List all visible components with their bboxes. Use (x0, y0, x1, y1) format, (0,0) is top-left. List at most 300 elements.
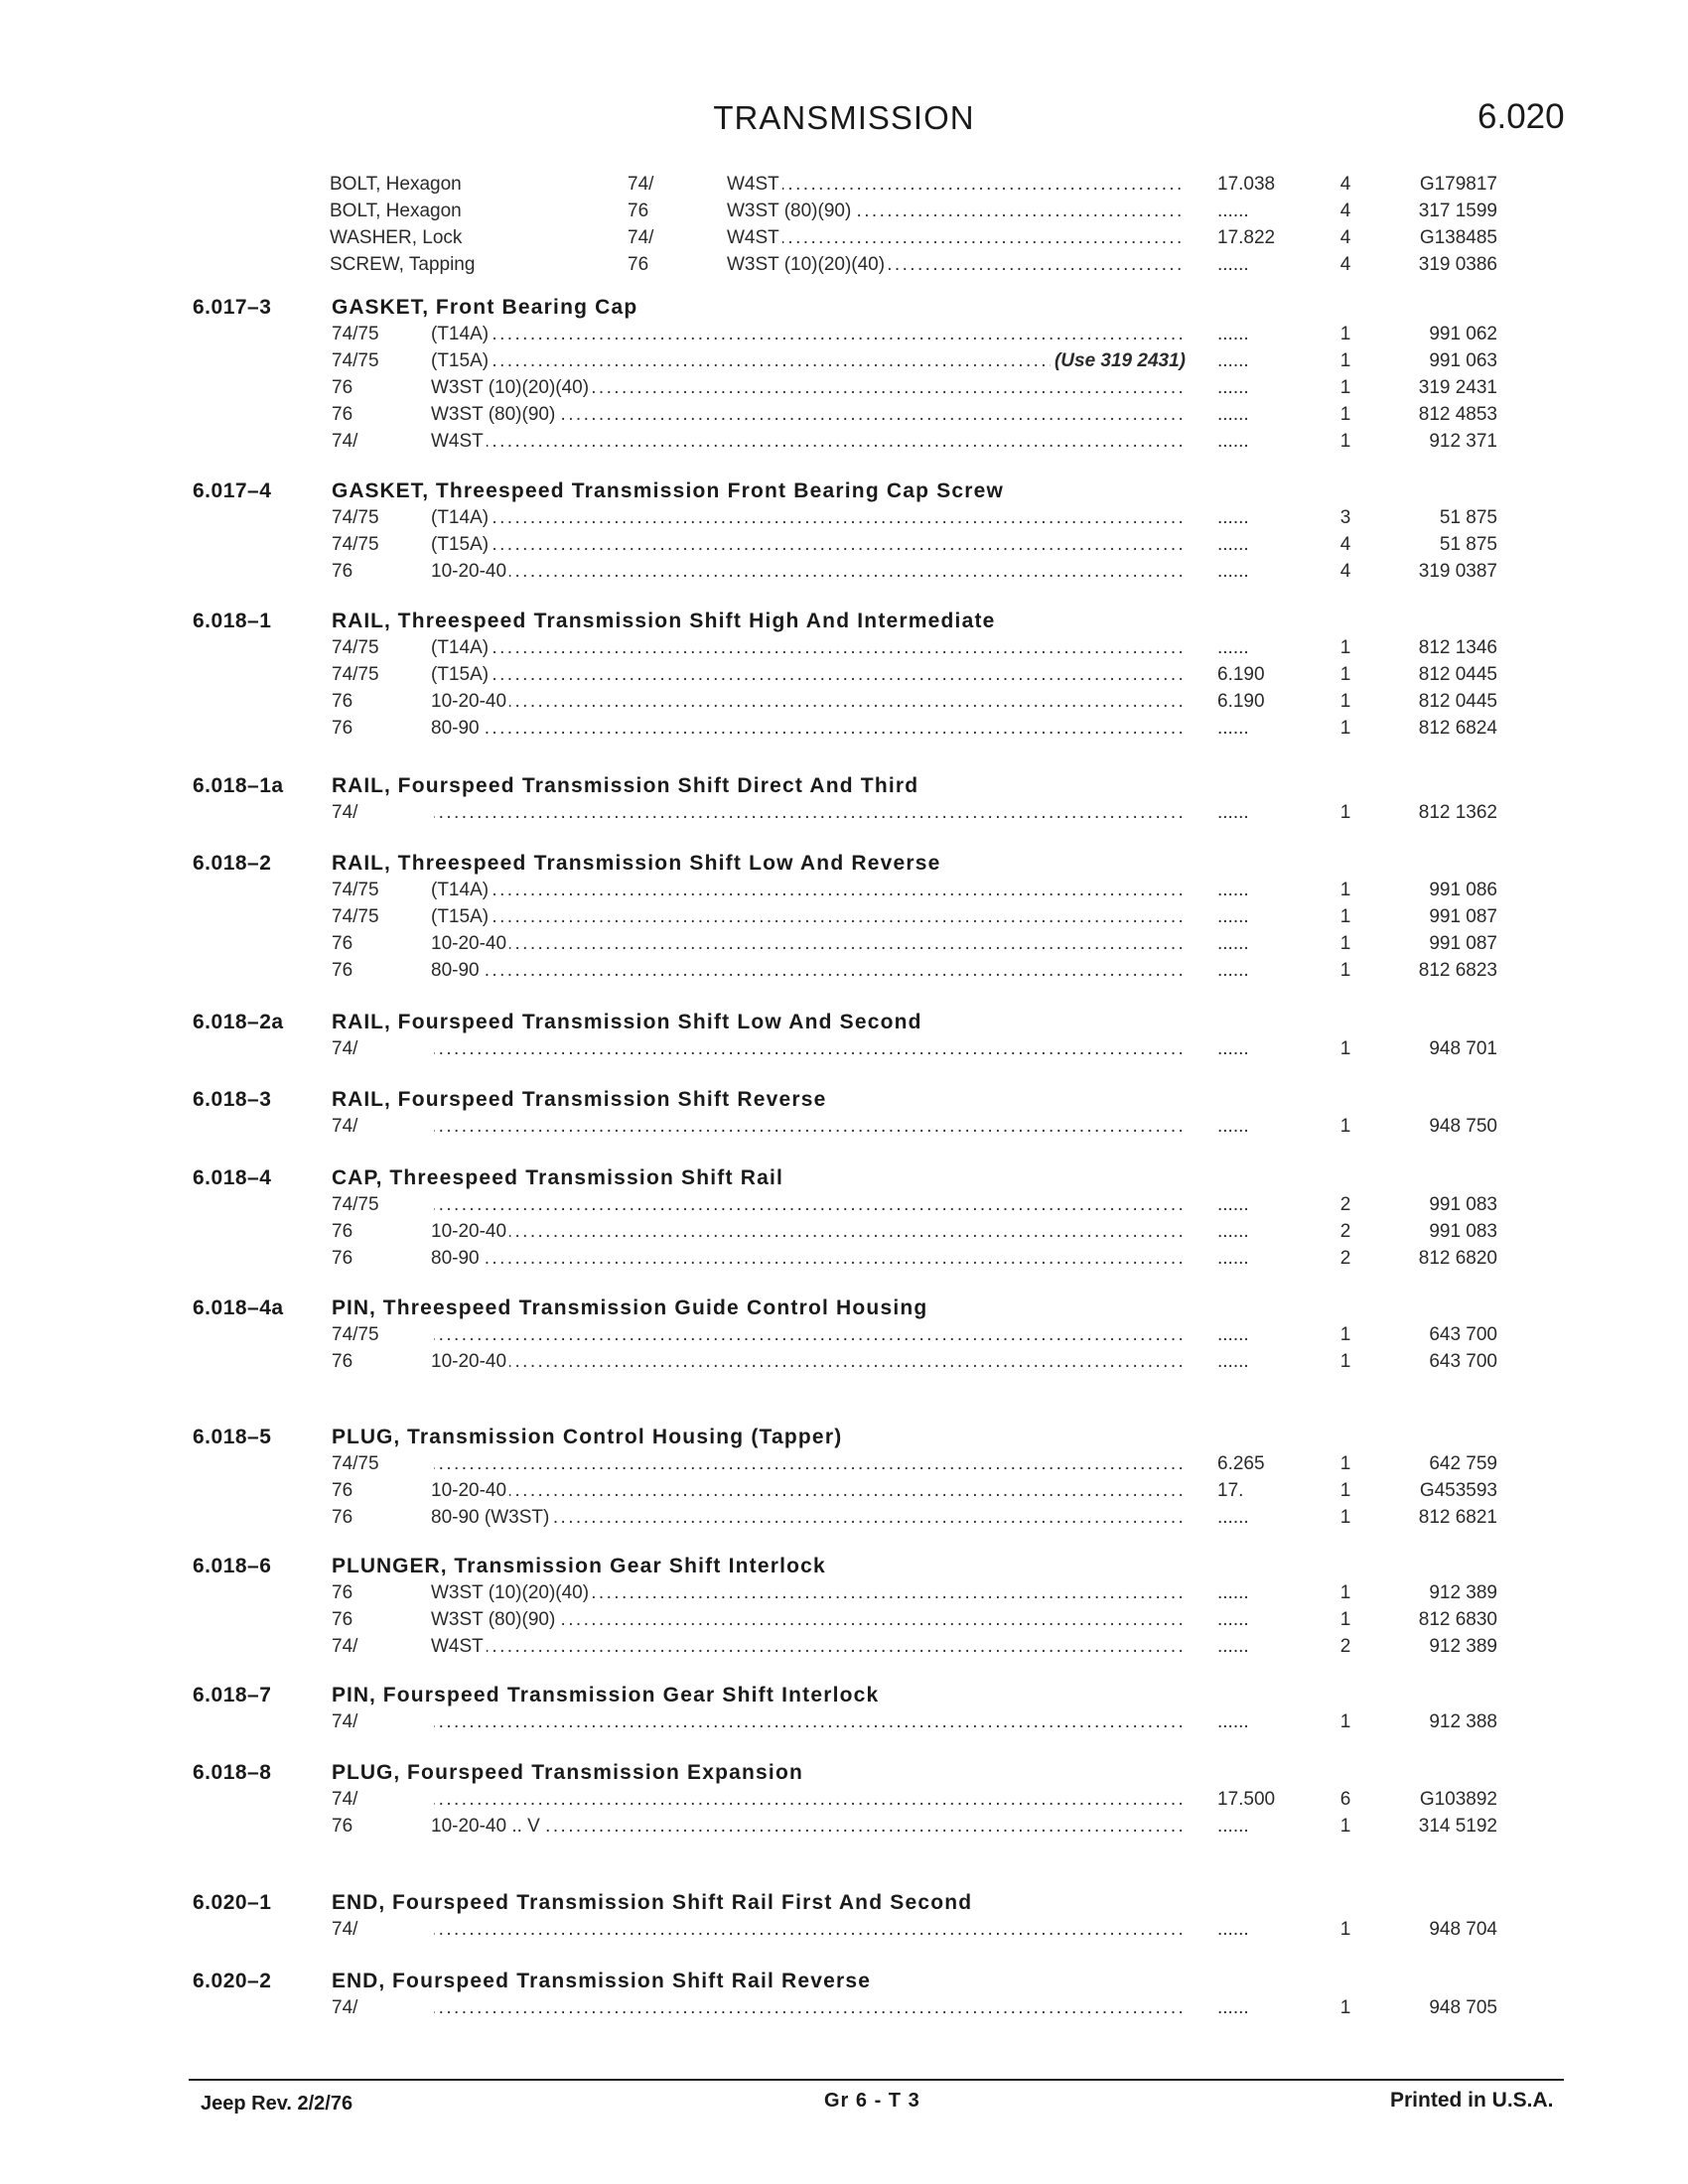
group-number: 6.018–5 (193, 1426, 272, 1448)
group-title: PIN (332, 1684, 370, 1706)
model-year: 74/ (332, 1116, 358, 1137)
part-number: 812 6824 (1418, 718, 1497, 739)
part-name: SCREW, Tapping (330, 254, 476, 275)
model-year: 76 (332, 1582, 353, 1603)
table-row (0, 880, 1688, 905)
model-year: 74/ (628, 227, 654, 248)
quantity: 1 (1339, 1816, 1351, 1837)
quantity: 1 (1339, 664, 1351, 685)
group-title: PLUG (332, 1761, 394, 1784)
reference: ...... (1217, 637, 1249, 658)
part-number: 642 759 (1429, 1453, 1497, 1474)
description: W4ST ..... (727, 174, 1184, 196)
group-heading: PLUNGER, Transmission Gear Shift Interlock (332, 1555, 826, 1577)
quantity: 1 (1339, 324, 1351, 344)
reference: ...... (1217, 906, 1249, 927)
group-description: Threespeed Transmission Guide Control Housing (382, 1297, 928, 1319)
model-year: 76 (332, 691, 353, 712)
model-year: 76 (332, 1221, 353, 1242)
description: W4ST ..... (431, 431, 1186, 453)
description (431, 1324, 1186, 1346)
description: 80-90 ..... (431, 960, 1186, 982)
reference: ...... (1217, 802, 1249, 823)
table-row (0, 1636, 1688, 1662)
part-number: 643 700 (1429, 1324, 1497, 1345)
model-year: 74/75 (332, 350, 379, 371)
description (431, 1194, 1186, 1216)
part-number: 812 0445 (1418, 691, 1497, 712)
quantity: 1 (1339, 431, 1351, 452)
model-year: 76 (332, 561, 353, 582)
model-year: 74/ (332, 1711, 358, 1732)
group-description: Fourspeed Transmission Shift Reverse (397, 1088, 827, 1111)
reference: 17. (1217, 1480, 1244, 1501)
group-heading: RAIL, Fourspeed Transmission Shift Low And Second (332, 1011, 922, 1033)
quantity: 4 (1339, 174, 1351, 195)
table-row (0, 350, 1688, 376)
reference: ...... (1217, 1221, 1249, 1242)
footer-right: Printed in U.S.A. (1390, 2089, 1554, 2112)
table-row (0, 1324, 1688, 1350)
reference: ...... (1217, 201, 1249, 221)
quantity: 1 (1339, 906, 1351, 927)
quantity: 1 (1339, 1324, 1351, 1345)
group-heading: RAIL, Fourspeed Transmission Shift Reverse (332, 1088, 827, 1111)
model-year: 76 (628, 201, 649, 221)
group-title: GASKET (332, 296, 423, 319)
group-heading: RAIL, Threespeed Transmission Shift Low And Reverse (332, 852, 941, 875)
model-year: 74/75 (332, 507, 379, 528)
part-number: 912 371 (1429, 431, 1497, 452)
group-heading: RAIL, Threespeed Transmission Shift High And Intermediate (332, 610, 996, 632)
group-title: GASKET (332, 479, 423, 502)
table-row (0, 507, 1688, 533)
group-number: 6.018–2a (193, 1011, 284, 1033)
model-year: 74/ (332, 802, 358, 823)
quantity: 1 (1339, 1351, 1351, 1372)
table-row (0, 254, 1688, 280)
description: 80-90 (W3ST) ..... (431, 1507, 1186, 1529)
group-description: Transmission Control Housing (Tapper) (407, 1426, 843, 1448)
part-number: 991 087 (1429, 933, 1497, 954)
description: W3ST (10)(20)(40) ..... (727, 254, 1184, 276)
reference: ...... (1217, 933, 1249, 954)
reference: ...... (1217, 1816, 1249, 1837)
group-title: RAIL (332, 852, 384, 875)
group-description: Threespeed Transmission Shift High And Intermediate (397, 610, 996, 632)
model-year: 74/ (332, 431, 358, 452)
part-number: 319 0387 (1418, 561, 1497, 582)
description: W3ST (80)(90) ..... (431, 404, 1186, 426)
table-row (0, 1582, 1688, 1608)
table-row (0, 431, 1688, 457)
model-year: 76 (332, 1351, 353, 1372)
model-year: 74/75 (332, 1453, 379, 1474)
part-number: 643 700 (1429, 1351, 1497, 1372)
description: 10-20-40 ..... (431, 1221, 1186, 1243)
part-number: 319 2431 (1418, 377, 1497, 398)
group-number: 6.018–8 (193, 1761, 272, 1784)
model-year: 76 (332, 960, 353, 981)
part-number: 812 1362 (1418, 802, 1497, 823)
quantity: 6 (1339, 1789, 1351, 1810)
reference: ...... (1217, 1248, 1249, 1269)
description: (T14A) ..... (431, 324, 1186, 345)
part-number: 991 062 (1429, 324, 1497, 344)
table-row (0, 1194, 1688, 1220)
table-row (0, 174, 1688, 200)
reference: ...... (1217, 880, 1249, 900)
group-heading: END, Fourspeed Transmission Shift Rail First And Second (332, 1891, 973, 1914)
group-description: Fourspeed Transmission Shift Direct And Third (397, 774, 919, 797)
reference: 17.500 (1217, 1789, 1276, 1810)
group-number: 6.017–4 (193, 479, 272, 502)
group-number: 6.018–3 (193, 1088, 272, 1111)
quantity: 1 (1339, 1453, 1351, 1474)
model-year: 76 (332, 1248, 353, 1269)
description: 10-20-40 ..... (431, 1351, 1186, 1373)
table-row (0, 377, 1688, 403)
quantity: 1 (1339, 960, 1351, 981)
description: (T15A) ..... (431, 664, 1186, 686)
description: W4ST ..... (431, 1636, 1186, 1658)
model-year: 74/ (332, 1997, 358, 2018)
part-number: 912 389 (1429, 1636, 1497, 1657)
model-year: 76 (332, 377, 353, 398)
part-number: G138485 (1419, 227, 1497, 248)
table-row (0, 1453, 1688, 1479)
description (431, 1453, 1186, 1475)
reference: ...... (1217, 1636, 1249, 1657)
reference: 17.038 (1217, 174, 1276, 195)
table-row (0, 404, 1688, 430)
model-year: 74/75 (332, 906, 379, 927)
table-row (0, 906, 1688, 932)
quantity: 1 (1339, 350, 1351, 371)
quantity: 4 (1339, 534, 1351, 555)
reference: ...... (1217, 1038, 1249, 1059)
group-number: 6.018–1a (193, 774, 284, 797)
reference: ...... (1217, 324, 1249, 344)
model-year: 74/ (332, 1919, 358, 1940)
part-number: 991 087 (1429, 906, 1497, 927)
description (431, 1919, 1186, 1941)
part-number: 812 6823 (1418, 960, 1497, 981)
group-description: Fourspeed Transmission Shift Low And Second (397, 1011, 922, 1033)
part-number: 991 083 (1429, 1221, 1497, 1242)
model-year: 76 (332, 1480, 353, 1501)
reference: ...... (1217, 1997, 1249, 2018)
model-year: 76 (332, 1609, 353, 1630)
quantity: 1 (1339, 1038, 1351, 1059)
group-description: Front Bearing Cap (435, 296, 638, 319)
part-number: 948 704 (1429, 1919, 1497, 1940)
group-heading: CAP, Threespeed Transmission Shift Rail (332, 1166, 784, 1189)
table-row (0, 691, 1688, 717)
reference: ...... (1217, 350, 1249, 371)
footer-center: Gr 6 - T 3 (824, 2090, 920, 2112)
quantity: 4 (1339, 201, 1351, 221)
group-title: END (332, 1891, 379, 1914)
part-number: 812 6820 (1418, 1248, 1497, 1269)
quantity: 1 (1339, 1582, 1351, 1603)
model-year: 76 (332, 404, 353, 425)
quantity: 4 (1339, 227, 1351, 248)
quantity: 1 (1339, 691, 1351, 712)
description: (T14A) ..... (431, 507, 1186, 529)
group-number: 6.018–4 (193, 1166, 272, 1189)
reference: 17.822 (1217, 227, 1276, 248)
group-number: 6.020–1 (193, 1891, 272, 1914)
reference: ...... (1217, 718, 1249, 739)
description: (T15A) ..... (431, 534, 1186, 556)
quantity: 2 (1339, 1194, 1351, 1215)
model-year: 74/75 (332, 880, 379, 900)
table-row (0, 664, 1688, 690)
model-year: 74/75 (332, 664, 379, 685)
description (431, 1038, 1186, 1060)
part-name: WASHER, Lock (330, 227, 463, 248)
description: (T14A) ..... (431, 880, 1186, 901)
model-year: 74/75 (332, 534, 379, 555)
group-title: END (332, 1970, 379, 1992)
quantity: 2 (1339, 1248, 1351, 1269)
reference: ...... (1217, 1711, 1249, 1732)
description: 10-20-40 ..... (431, 691, 1186, 713)
description (431, 1711, 1186, 1733)
part-number: 812 1346 (1418, 637, 1497, 658)
description (431, 802, 1186, 824)
group-description: Transmission Gear Shift Interlock (454, 1555, 826, 1577)
reference: ...... (1217, 960, 1249, 981)
group-number: 6.020–2 (193, 1970, 272, 1992)
part-name: BOLT, Hexagon (330, 174, 462, 195)
page-title: TRANSMISSION (713, 99, 975, 136)
description: W4ST ..... (727, 227, 1184, 249)
description: W3ST (80)(90) ..... (431, 1609, 1186, 1631)
quantity: 2 (1339, 1221, 1351, 1242)
part-number: 948 705 (1429, 1997, 1497, 2018)
group-heading: END, Fourspeed Transmission Shift Rail Reverse (332, 1970, 872, 1992)
reference: 6.190 (1217, 691, 1265, 712)
part-number: 51 875 (1439, 534, 1497, 555)
part-number: G453593 (1419, 1480, 1497, 1501)
description: W3ST (80)(90) ..... (727, 201, 1184, 222)
group-title: CAP (332, 1166, 376, 1189)
table-row (0, 561, 1688, 587)
group-number: 6.018–4a (193, 1297, 284, 1319)
reference: 6.265 (1217, 1453, 1265, 1474)
group-description: Fourspeed Transmission Expansion (407, 1761, 804, 1784)
quantity: 1 (1339, 1997, 1351, 2018)
description (431, 1997, 1186, 2019)
group-heading: PLUG, Transmission Control Housing (Tapper) (332, 1426, 843, 1448)
group-title: PLUNGER (332, 1555, 441, 1577)
group-description: Fourspeed Transmission Shift Rail First And Second (392, 1891, 973, 1914)
model-year: 74/ (332, 1636, 358, 1657)
part-number: 991 063 (1429, 350, 1497, 371)
description: 10-20-40 .. V ..... (431, 1816, 1186, 1838)
group-number: 6.018–7 (193, 1684, 272, 1706)
description: (T15A) (Use 319 2431) ..... (431, 350, 1186, 372)
table-row (0, 1351, 1688, 1377)
part-number: 317 1599 (1418, 201, 1497, 221)
table-row (0, 960, 1688, 986)
reference: ...... (1217, 1194, 1249, 1215)
table-row (0, 718, 1688, 744)
reference: ...... (1217, 377, 1249, 398)
model-year: 74/75 (332, 324, 379, 344)
quantity: 1 (1339, 637, 1351, 658)
group-number: 6.018–2 (193, 852, 272, 875)
quantity: 2 (1339, 1636, 1351, 1657)
reference: 6.190 (1217, 664, 1265, 685)
footer-divider (189, 2079, 1564, 2081)
model-year: 76 (332, 933, 353, 954)
group-number: 6.018–1 (193, 610, 272, 632)
table-row (0, 1038, 1688, 1064)
group-title: PIN (332, 1297, 370, 1319)
group-heading: PIN, Fourspeed Transmission Gear Shift Interlock (332, 1684, 880, 1706)
quantity: 1 (1339, 404, 1351, 425)
description: W3ST (10)(20)(40) ..... (431, 377, 1186, 399)
table-row (0, 802, 1688, 828)
quantity: 4 (1339, 561, 1351, 582)
model-year: 74/75 (332, 1194, 379, 1215)
description: 80-90 ..... (431, 1248, 1186, 1270)
group-description: Threespeed Transmission Shift Rail (389, 1166, 784, 1189)
group-title: PLUG (332, 1426, 394, 1448)
group-description: Fourspeed Transmission Gear Shift Interlock (382, 1684, 880, 1706)
reference: ...... (1217, 1507, 1249, 1528)
table-row (0, 637, 1688, 663)
description (431, 1116, 1186, 1138)
description (431, 1789, 1186, 1811)
table-row (0, 1997, 1688, 2023)
group-description: Threespeed Transmission Front Bearing Cap Screw (435, 479, 1005, 502)
reference: ...... (1217, 1324, 1249, 1345)
part-number: 991 083 (1429, 1194, 1497, 1215)
quantity: 3 (1339, 507, 1351, 528)
quantity: 1 (1339, 880, 1351, 900)
part-number: 912 388 (1429, 1711, 1497, 1732)
quantity: 1 (1339, 1507, 1351, 1528)
model-year: 74/ (628, 174, 654, 195)
quantity: 1 (1339, 1711, 1351, 1732)
quantity: 4 (1339, 254, 1351, 275)
quantity: 1 (1339, 377, 1351, 398)
description: (T14A) ..... (431, 637, 1186, 659)
usage-note: (Use 319 2431) (1051, 350, 1186, 372)
group-heading: RAIL, Fourspeed Transmission Shift Direct And Third (332, 774, 919, 797)
table-row (0, 1248, 1688, 1274)
table-row (0, 1221, 1688, 1247)
group-number: 6.018–6 (193, 1555, 272, 1577)
table-row (0, 1919, 1688, 1945)
reference: ...... (1217, 431, 1249, 452)
reference: ...... (1217, 534, 1249, 555)
description: 10-20-40 ..... (431, 933, 1186, 955)
part-number: 912 389 (1429, 1582, 1497, 1603)
table-row (0, 227, 1688, 253)
model-year: 74/ (332, 1038, 358, 1059)
group-title: RAIL (332, 1011, 384, 1033)
group-heading: GASKET, Front Bearing Cap (332, 296, 638, 319)
model-year: 74/ (332, 1789, 358, 1810)
table-row (0, 1480, 1688, 1506)
description: 10-20-40 ..... (431, 561, 1186, 583)
part-number: 314 5192 (1418, 1816, 1497, 1837)
reference: ...... (1217, 561, 1249, 582)
model-year: 76 (332, 1507, 353, 1528)
description: 10-20-40 ..... (431, 1480, 1186, 1502)
reference: ...... (1217, 1351, 1249, 1372)
part-number: 812 4853 (1418, 404, 1497, 425)
part-number: 51 875 (1439, 507, 1497, 528)
table-row (0, 1507, 1688, 1533)
description: 80-90 ..... (431, 718, 1186, 740)
reference: ...... (1217, 1919, 1249, 1940)
reference: ...... (1217, 404, 1249, 425)
part-number: 812 6830 (1418, 1609, 1497, 1630)
description: W3ST (10)(20)(40) ..... (431, 1582, 1186, 1604)
table-row (0, 1789, 1688, 1815)
group-heading: PIN, Threespeed Transmission Guide Control Housing (332, 1297, 928, 1319)
part-number: 991 086 (1429, 880, 1497, 900)
description: (T15A) ..... (431, 906, 1186, 928)
reference: ...... (1217, 254, 1249, 275)
group-heading: GASKET, Threespeed Transmission Front Bearing Cap Screw (332, 479, 1005, 502)
reference: ...... (1217, 1116, 1249, 1137)
quantity: 1 (1339, 1919, 1351, 1940)
model-year: 74/75 (332, 1324, 379, 1345)
reference: ...... (1217, 1609, 1249, 1630)
group-title: RAIL (332, 1088, 384, 1111)
table-row (0, 1711, 1688, 1737)
table-row (0, 324, 1688, 349)
reference: ...... (1217, 507, 1249, 528)
quantity: 1 (1339, 1480, 1351, 1501)
group-description: Threespeed Transmission Shift Low And Reverse (397, 852, 941, 875)
quantity: 1 (1339, 718, 1351, 739)
part-number: G103892 (1419, 1789, 1497, 1810)
quantity: 1 (1339, 802, 1351, 823)
footer-left: Jeep Rev. 2/2/76 (201, 2093, 353, 2115)
table-row (0, 534, 1688, 560)
part-number: 812 0445 (1418, 664, 1497, 685)
table-row (0, 201, 1688, 226)
table-row (0, 933, 1688, 959)
group-title: RAIL (332, 774, 384, 797)
part-number: 812 6821 (1418, 1507, 1497, 1528)
group-number: 6.017–3 (193, 296, 272, 319)
quantity: 1 (1339, 1116, 1351, 1137)
part-name: BOLT, Hexagon (330, 201, 462, 221)
part-number: 319 0386 (1418, 254, 1497, 275)
table-row (0, 1116, 1688, 1142)
group-title: RAIL (332, 610, 384, 632)
part-number: G179817 (1419, 174, 1497, 195)
reference: ...... (1217, 1582, 1249, 1603)
model-year: 76 (332, 718, 353, 739)
part-number: 948 701 (1429, 1038, 1497, 1059)
model-year: 74/75 (332, 637, 379, 658)
table-row (0, 1609, 1688, 1635)
quantity: 1 (1339, 933, 1351, 954)
model-year: 76 (628, 254, 649, 275)
page-number: 6.020 (1477, 97, 1565, 136)
model-year: 76 (332, 1816, 353, 1837)
